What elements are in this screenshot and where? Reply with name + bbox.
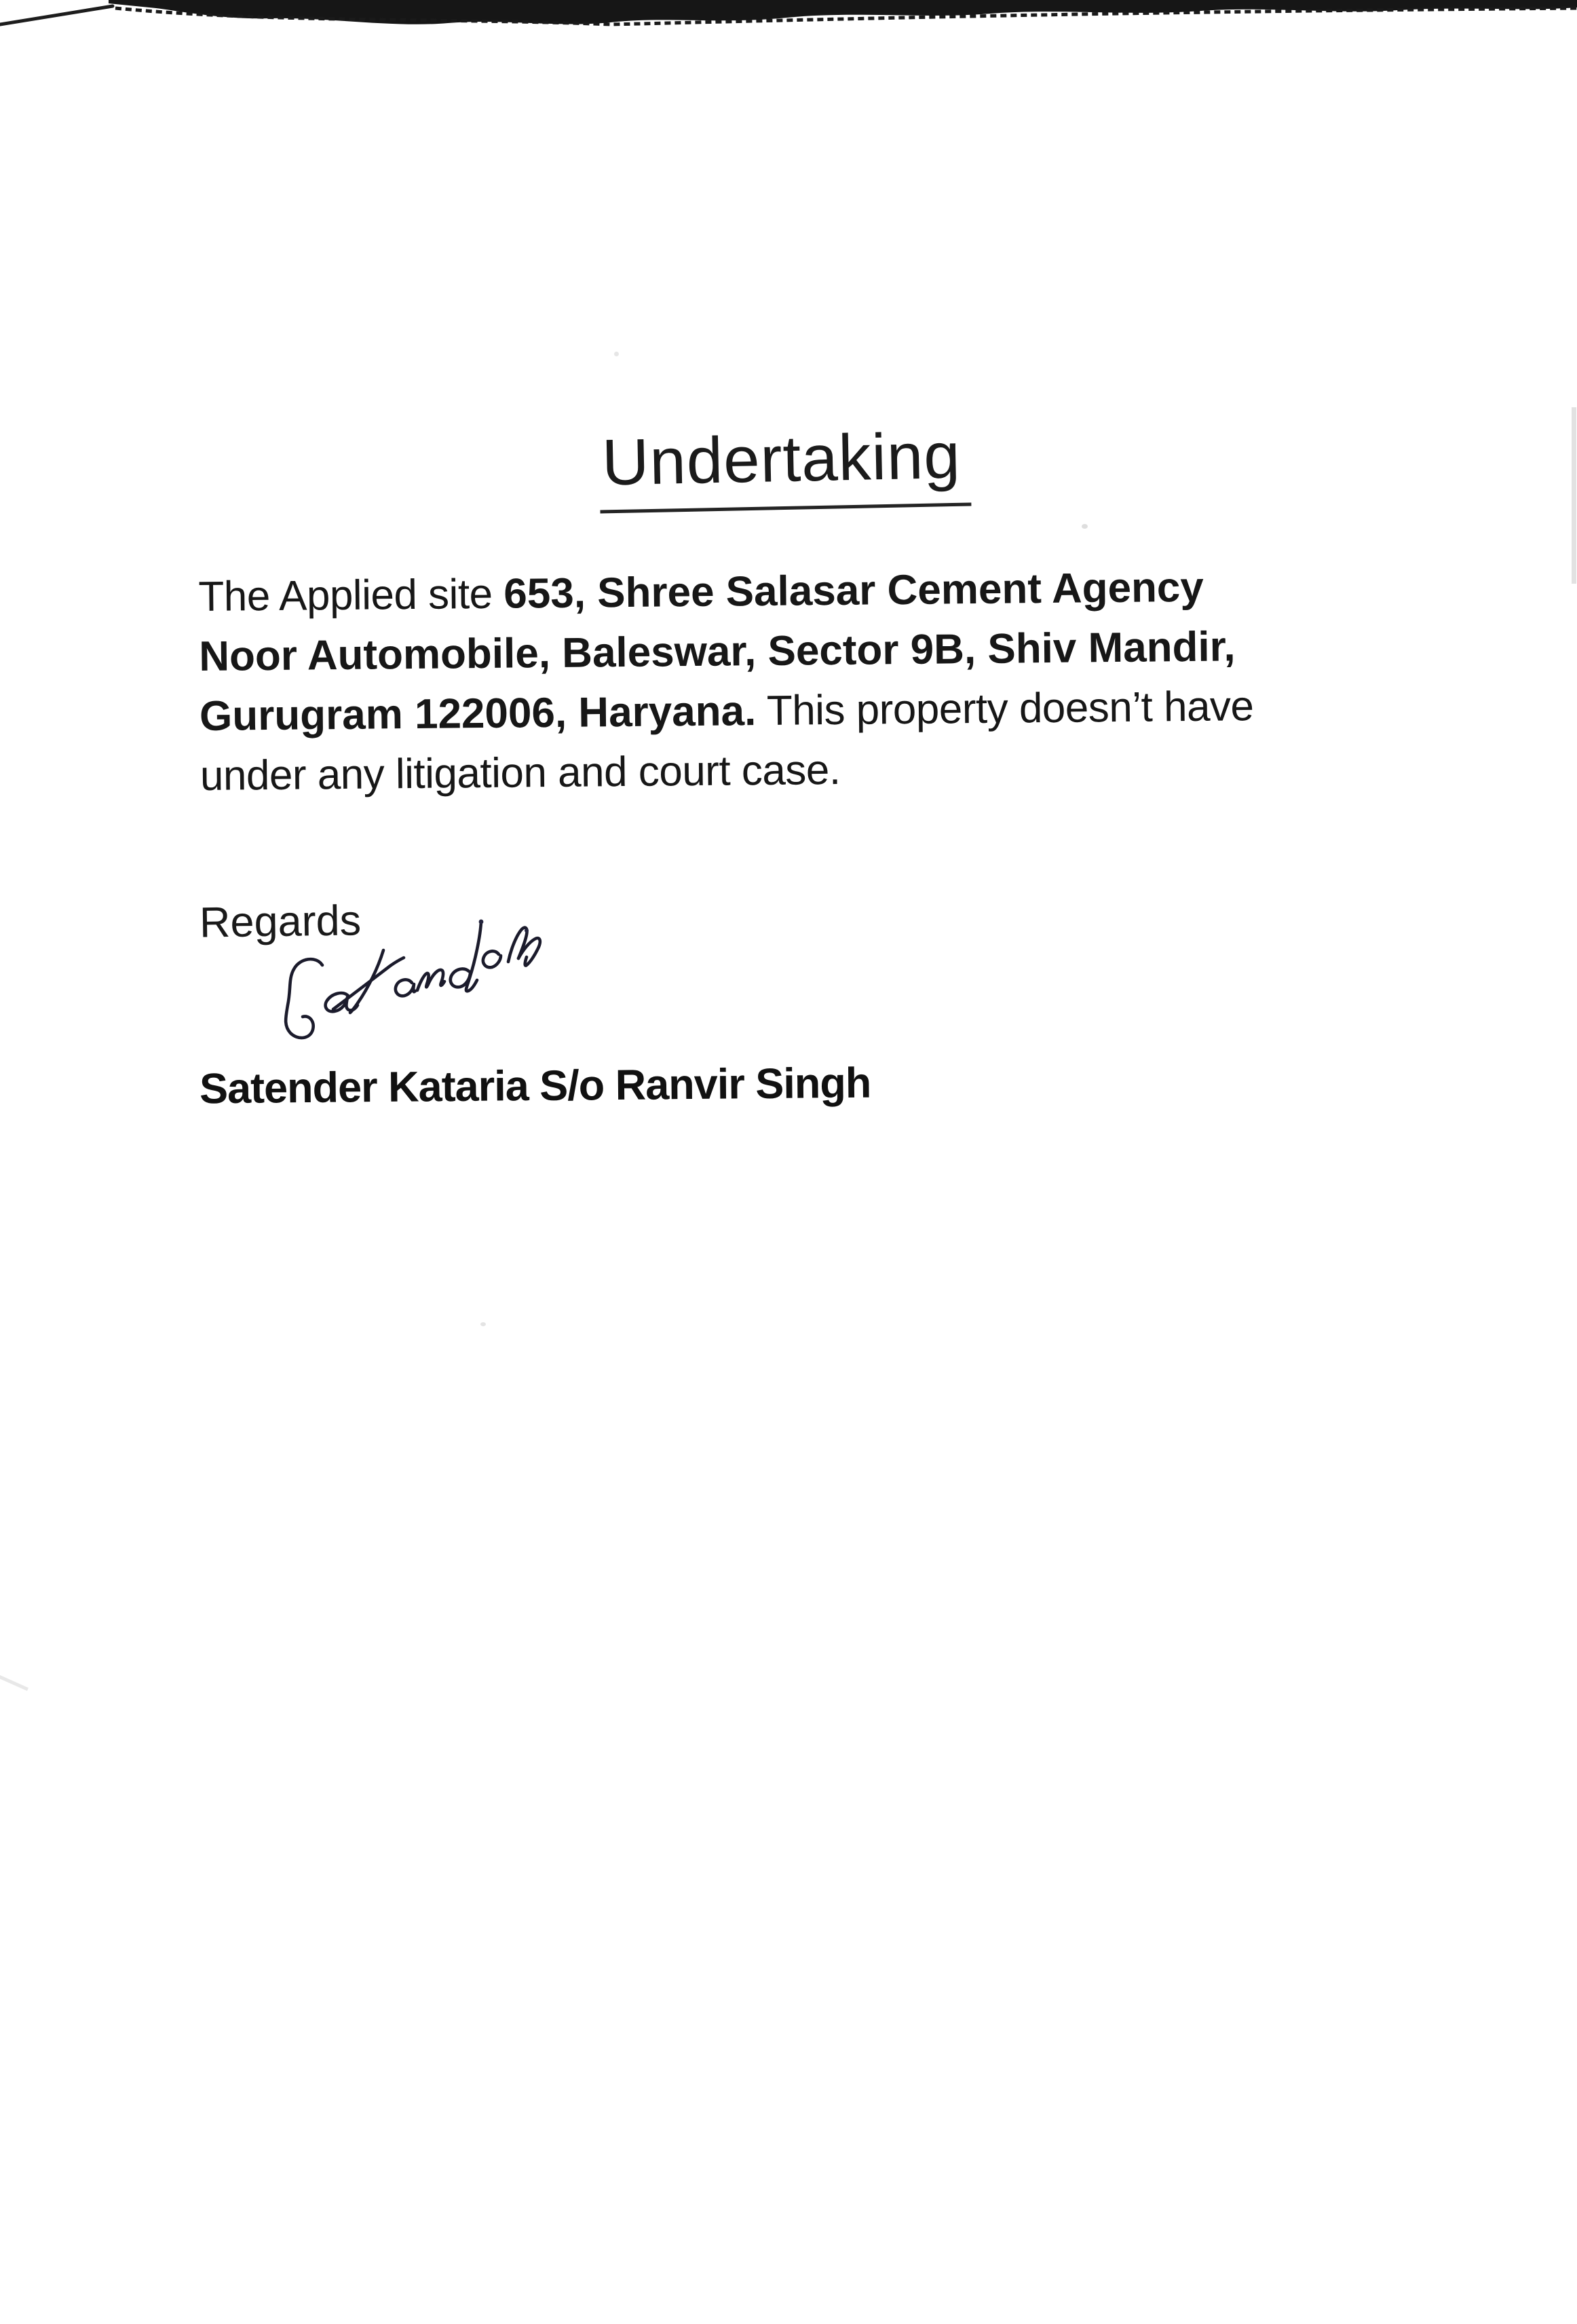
paragraph-text: This property doesn’t have (755, 683, 1254, 735)
scan-edge-artifact-right (1572, 407, 1576, 584)
paragraph-text-bold: Gurugram 122006, Haryana. (199, 688, 757, 740)
scan-edge-artifact-top (0, 0, 1577, 54)
closing-regards: Regards (199, 897, 362, 947)
paragraph-line (198, 556, 1393, 627)
scan-smudge-left (0, 1675, 28, 1691)
paragraph-text: under any litigation and court case. (200, 746, 841, 800)
undertaking-paragraph (198, 556, 1394, 806)
paragraph-line (199, 616, 1394, 687)
paragraph-line (200, 735, 1395, 806)
signatory-name: Satender Kataria S/o Ranvir Singh (199, 1059, 871, 1113)
paragraph-line (200, 675, 1394, 747)
scan-speck (1082, 524, 1088, 529)
paragraph-text-bold: 653, Shree Salasar Cement Agency (503, 563, 1204, 618)
paragraph-text-bold: Noor Automobile, Baleswar, Sector 9B, Shiv Mandir, (198, 623, 1236, 680)
scan-speck (480, 1322, 486, 1326)
paragraph-text: The Applied site (198, 570, 504, 620)
document-title: Undertaking (598, 419, 971, 514)
scan-speck (614, 352, 619, 356)
handwritten-signature (256, 908, 569, 1064)
